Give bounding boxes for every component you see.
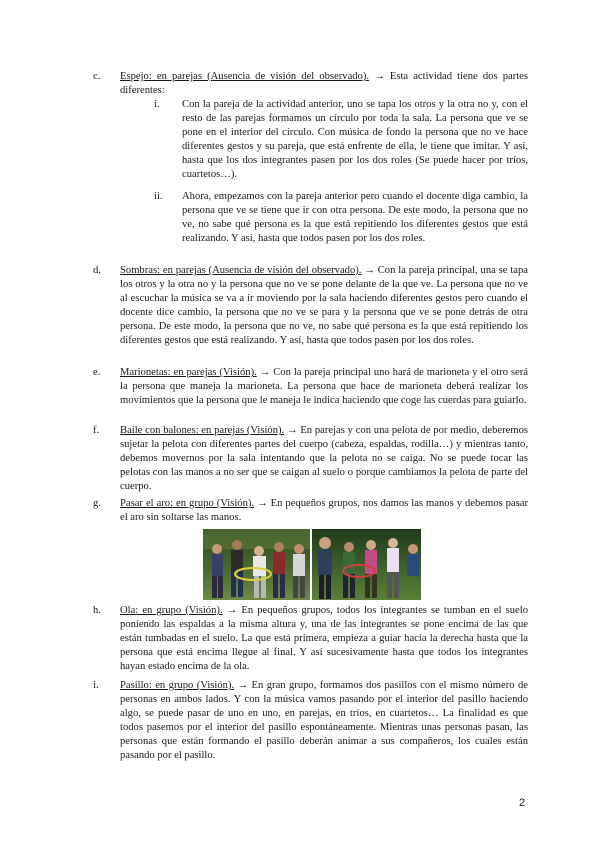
subitem-c-i xyxy=(154,98,528,181)
subitem-c-ii xyxy=(154,190,528,246)
activity-description: → En gran grupo, formamos dos pasillos con el mismo número de personas en ambos lados. Y con la música vamos pasando por el interior del pasillo haciendo algo, se puede pasar de uno en uno, en parejas, en tríos, en cuartetos… La finalidad es que todos pasemos por el interior del pasillo espontáneamente. Mientras unas personas pasan, las personas que están formando el pasillo deberán animar a sus compañeros, los cuales están pasando por el pasillo. xyxy=(120,680,528,761)
activity-item-d xyxy=(93,264,528,347)
activity-description: → Esta actividad tiene dos partes diferentes: xyxy=(120,71,528,96)
subitem-marker: ii. xyxy=(154,191,163,202)
activity-item-g xyxy=(93,497,528,525)
item-marker: g. xyxy=(93,498,101,509)
item-marker: c. xyxy=(93,71,101,82)
item-marker: d. xyxy=(93,265,101,276)
activity-item-h xyxy=(93,604,528,674)
activity-item-i xyxy=(93,679,528,762)
activity-item-c xyxy=(93,70,528,98)
photo-left xyxy=(203,529,310,600)
activity-title: Pasar el aro: en grupo (Visión). xyxy=(120,498,255,509)
activity-description: → En parejas y con una pelota de por medio, deberemos sujetar la pelota con diferentes partes del cuerpo (cabeza, espaldas, rodilla…) y mientras tanto, debemos movernos por la sala intentando que la pelota no se caiga. No se puede tocar las pelotas con las manos a no ser que se caigan al suelo o porque cambiamos la pelota de parte del cuerpo. xyxy=(120,425,528,492)
subitem-description: Con la pareja de la actividad anterior, uno se tapa los otros y la otra no y, con el resto de las parejas formamos un círculo por toda la sala. La persona que ve se pone en el interior del círculo. Con música de fondo la persona que no ve hace diferentes gestos y su pareja, que está enfrente de ella, le tiene que imitar. Y así, hasta que los dos integrantes pasen por los dos roles (Se puede hacer por tríos, cuartetos…). xyxy=(182,99,528,180)
activity-description: → Con la pareja principal, una se tapa los otros y la otra no y la persona que no ve se pone delante de la que ve. La persona que no ve al escuchar la música se va a ir moviendo por la sala haciendo diferentes gestos pero cuando el docente dice cambio, la persona que no ve se para y la persona que ve se pone detrás de otra persona. De este modo, la persona que no ve, no sabe qué persona es la que está repitiendo los diferentes gestos que está realizando. Y así, hasta que todos pasen por los dos roles. xyxy=(120,265,528,346)
page-number: 2 xyxy=(519,797,526,809)
item-marker: i. xyxy=(93,680,99,691)
activity-title: Baile con balones: en parejas (Visión). xyxy=(120,425,285,436)
subitem-marker: i. xyxy=(154,99,160,110)
activity-description: → En pequeños grupos, nos damos las manos y debemos pasar el aro sin soltarse las manos. xyxy=(120,498,528,523)
activity-description: → Con la pareja principal uno hará de marioneta y el otro será la persona que maneja la marioneta. La persona que hace de marioneta deberá realizar los movimientos que la persona que le maneja le indica haciendo que coge las cuerdas para guiarlo. xyxy=(120,367,528,406)
activity-title: Ola: en grupo (Visión). xyxy=(120,605,223,616)
subitem-description: Ahora, empezamos con la pareja anterior pero cuando el docente diga cambio, la persona que ve se tiene que ir con otra persona. De este modo, la persona que no ve, no sabe qué persona es la que está repitiendo los diferentes gestos que está realizando. Y así, hasta que todos pasen por los dos roles. xyxy=(182,191,528,244)
photo-right xyxy=(312,529,421,600)
activity-title: Marionetas: en parejas (Visión). xyxy=(120,367,257,378)
activity-title: Espejo: en parejas (Ausencia de visión del observado). xyxy=(120,71,370,82)
activity-title: Pasillo: en grupo (Visión). xyxy=(120,680,235,691)
activity-description: → En pequeños grupos, todos los integrantes se tumban en el suelo poniendo las espaldas a la misma altura y, una de las integrantes se pone encima de las que están tumbadas en el suelo. La que está primera, empieza a guiar hacia la derecha hasta que la persona que está encima llegue al final. Y así sucesivamente hasta que todos los integrantes hayan estado encima de la ola. xyxy=(120,605,528,672)
activity-title: Sombras: en parejas (Ausencia de visión del observado). xyxy=(120,265,362,276)
item-marker: f. xyxy=(93,425,100,436)
item-marker: e. xyxy=(93,367,101,378)
activity-item-e xyxy=(93,366,528,408)
item-marker: h. xyxy=(93,605,101,616)
activity-photo xyxy=(203,529,421,600)
activity-item-f xyxy=(93,424,528,494)
